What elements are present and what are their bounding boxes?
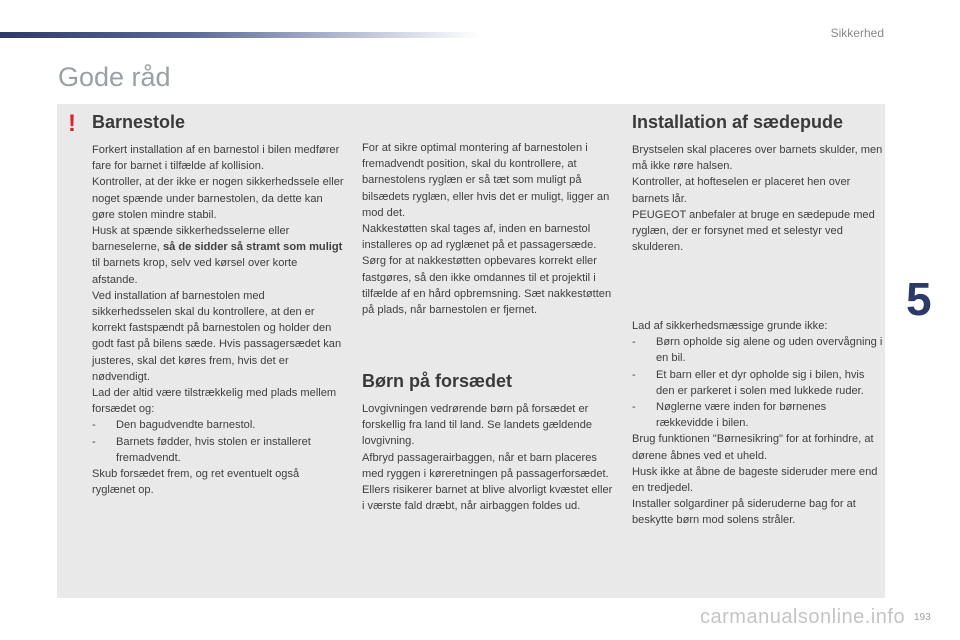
heading-saedepude: Installation af sædepude (632, 112, 844, 132)
paragraph: Lovgivningen vedrørende børn på forsædet er forskellig fra land til land. Se landets gældende lovgivning. (362, 403, 593, 448)
column-montering (362, 140, 614, 318)
warning-icon: ! (68, 110, 76, 137)
paragraph: Lad af sikkerhedsmæssige grunde ikke: (632, 320, 828, 332)
column-sikkerhed-rad (632, 318, 884, 529)
dash-bullet: - (632, 336, 636, 349)
text-run: Husk at spænde sikkerhedsselerne eller barneselerne, (92, 225, 290, 254)
paragraph (92, 223, 344, 288)
column-barnestole (92, 112, 344, 498)
dash-bullet: - (632, 401, 636, 414)
list-item-text: Et barn eller et dyr opholde sig i bilen, hvis den er parkeret i solen med lukkede ruder. (656, 368, 865, 397)
list-item-text: Barnets fødder, hvis stolen er installeret fremadvendt. (116, 435, 311, 464)
list-item (632, 399, 884, 431)
dash-bullet: - (92, 419, 96, 432)
page-title: Gode råd (58, 62, 171, 92)
list-item-text: Den bagudvendte barnestol. (116, 419, 256, 432)
paragraph: Skub forsædet frem, og ret eventuelt også ryglænet op. (92, 468, 300, 497)
heading-born-pa-forsaedet: Børn på forsædet (362, 371, 513, 391)
column-saedepude (632, 112, 884, 255)
text-run: til barnets krop, selv ved kørsel over korte afstande. (92, 257, 298, 286)
page-number: 193 (914, 612, 931, 623)
list-item (92, 434, 344, 466)
paragraph: For at sikre optimal montering af barnestolen i fremadvendt position, skal du kontrollere, at barnestolens ryglæn er så tæt som muligt på bilsædets ryglæn, eller hvis det er muligt, ligger an mod det. (362, 142, 610, 219)
emphasis-text: så de sidder så stramt som muligt (162, 241, 343, 254)
list-item-text: Børn opholde sig alene og uden overvågning i en bil. (656, 336, 883, 365)
section-label: Sikkerhed (830, 26, 884, 40)
paragraph: Brystselen skal placeres over barnets skulder, men må ikke røre halsen. (632, 144, 883, 173)
paragraph: Husk ikke at åbne de bageste sideruder mere end en tredjedel. (632, 465, 878, 495)
paragraph: Ved installation af barnestolen med sikkerhedsselen skal du kontrollere, at den er korrekt fastspændt på barnestolen og holder den godt fast på bilens sæde. Hvis passagersædet kan justeres, skal det køres frem, hvis det er nødvendigt. (92, 289, 342, 383)
dash-bullet: - (92, 435, 96, 448)
dash-bullet: - (632, 368, 636, 381)
paragraph: Kontroller, at der ikke er nogen sikkerhedssele eller noget spænde under barnestolen, da dette kan gøre stolen mindre stabil. (92, 176, 344, 221)
paragraph: Sørg for at nakkestøtten opbevares korrekt eller fastgøres, så den ikke omdannes til et projektil i tilfælde af en hård opbremsning. Sæt nakkestøtten på plads, når barnestolen er fjernet. (362, 255, 612, 317)
paragraph: Nakkestøtten skal tages af, inden en barnestol installeres op ad ryglænet på et passagersæde. (362, 223, 597, 252)
paragraph: Forkert installation af en barnestol i bilen medfører fare for barnet i tilfælde af kollision. (92, 144, 340, 173)
watermark: carmanualsonline.info (700, 606, 906, 628)
chapter-number: 5 (906, 273, 932, 325)
list-item-text: Nøglerne være inden for børnenes rækkevidde i bilen. (656, 401, 827, 430)
column-born-pa-forsaedet (362, 371, 614, 514)
paragraph: Lad der altid være tilstrækkelig med plads mellem forsædet og: (92, 387, 337, 416)
list-item (632, 334, 884, 366)
paragraph: PEUGEOT anbefaler at bruge en sædepude med ryglæn, der er forsynet med et selestyr ved skulderen. (632, 208, 875, 254)
paragraph: Installer solgardiner på sideruderne bag for at beskytte børn mod solens stråler. (632, 498, 856, 527)
list-item (632, 367, 884, 399)
paragraph: Kontroller, at hofteselen er placeret hen over barnets lår. (632, 176, 851, 205)
paragraph: Afbryd passagerairbaggen, når et barn placeres med ryggen i køreretningen på passagerforsædet. Ellers risikerer barnet at blive alvorligt kvæstet eller i værste fald dræbt, når airbaggen foldes ud. (362, 451, 613, 513)
paragraph: Brug funktionen "Børnesikring" for at forhindre, at dørene åbnes ved et uheld. (632, 433, 874, 462)
header-accent-bar (0, 32, 480, 38)
list-item (92, 417, 344, 433)
heading-barnestole: Barnestole (92, 112, 186, 132)
